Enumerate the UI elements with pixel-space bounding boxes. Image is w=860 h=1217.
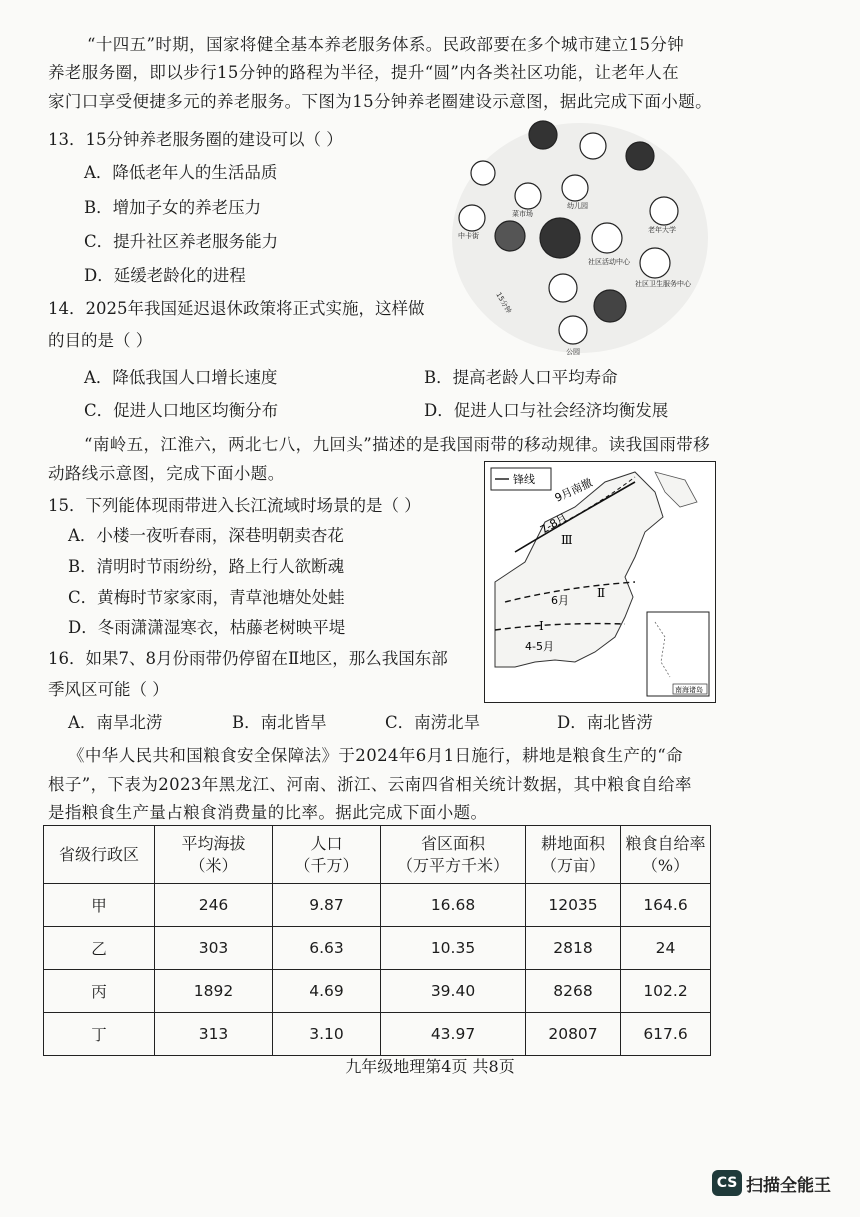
q14-stem-line2: 的目的是（ ）: [48, 331, 153, 350]
table-cell: 乙: [44, 927, 155, 970]
q15-option-d: D．冬雨潇潇湿寒衣，枯藤老树映平堤: [68, 618, 346, 637]
icon-bottom-right: [594, 290, 626, 322]
header-grain-unit: （%）: [641, 855, 690, 875]
table-cell: 617.6: [621, 1013, 711, 1056]
table-cell: 20807: [526, 1013, 621, 1056]
header-grain-label: 粮食自给率: [625, 833, 706, 853]
header-population: [273, 826, 381, 884]
q15-option-b: B．清明时节雨纷纷，路上行人欲断魂: [68, 557, 345, 576]
header-province: [44, 826, 155, 884]
q16-option-c: C．南涝北旱: [385, 713, 481, 732]
fig1-label-15min: 15分钟: [494, 291, 513, 315]
south-sea-inset: [647, 612, 709, 696]
q16-option-d: D．南北皆涝: [557, 713, 653, 732]
header-province-label: 省级行政区: [58, 844, 139, 864]
table-cell: 313: [155, 1013, 273, 1056]
table-cell: 4.69: [273, 970, 381, 1013]
label-sept-retreat: 9月南撤: [552, 476, 595, 505]
table-cell: 10.35: [381, 927, 526, 970]
header-elevation-unit: （米）: [189, 855, 238, 875]
table-cell: 43.97: [381, 1013, 526, 1056]
province-stats-table: [43, 825, 711, 1056]
table-row: [44, 970, 711, 1013]
region-2-label: Ⅱ: [597, 586, 606, 600]
cs-logo-icon: CS: [712, 1170, 742, 1196]
q15-option-a: A．小楼一夜听春雨，深巷明朝卖杏花: [68, 526, 344, 545]
header-area-label: 省区面积: [420, 833, 485, 853]
legend-label: 锋线: [513, 473, 535, 486]
fig1-label-kindergarten: 幼儿园: [567, 202, 588, 210]
q13-option-d: D．延缓老龄化的进程: [84, 266, 246, 285]
q16-option-b: B．南北皆旱: [232, 713, 327, 732]
korea-japan-outline: [655, 472, 697, 507]
fig1-label-park: 公园: [566, 348, 580, 356]
q14-option-d: D．促进人口与社会经济均衡发展: [424, 401, 669, 420]
table-cell: 16.68: [381, 884, 526, 927]
fig1-label-supermarket: 中卡街: [458, 232, 479, 240]
table-cell: 24: [621, 927, 711, 970]
table-cell: 9.87: [273, 884, 381, 927]
q16-stem-line1: 16．如果7、8月份雨带仍停留在Ⅱ地区，那么我国东部: [48, 649, 448, 668]
q13-stem: 13．15分钟养老服务圈的建设可以（ ）: [48, 130, 343, 149]
icon-left-top: [471, 161, 495, 185]
shopping-cart-icon: [459, 205, 485, 231]
icon-bottom-center: [549, 274, 577, 302]
region-1-label: Ⅰ: [539, 619, 544, 633]
table-cell: 丁: [44, 1013, 155, 1056]
q15-stem: 15．下列能体现雨带进入长江流域时场景的是（ ）: [48, 496, 421, 515]
intro2-line2: 动路线示意图，完成下面小题。: [48, 464, 285, 483]
park-icon: [559, 316, 587, 344]
header-farmland: [526, 826, 621, 884]
page-footer: 九年级地理第4页 共8页: [345, 1057, 515, 1076]
rain-belt-map: [484, 461, 716, 703]
icon-top-right: [626, 142, 654, 170]
q14-option-b: B．提高老龄人口平均寿命: [424, 368, 618, 387]
header-elevation: [155, 826, 273, 884]
scanner-watermark: [712, 1170, 831, 1196]
table-cell: 甲: [44, 884, 155, 927]
intro3-line2: 根子”，下表为2023年黑龙江、河南、浙江、云南四省相关统计数据，其中粮食自给率: [48, 775, 692, 794]
watermark-text: 扫描全能王: [746, 1175, 831, 1196]
q13-option-a: A．降低老年人的生活品质: [84, 163, 278, 182]
intro3-line1: 《中华人民共和国粮食安全保障法》于2024年6月1日施行，耕地是粮食生产的“命: [68, 746, 684, 765]
q14-stem-line1: 14．2025年我国延迟退休政策将正式实施，这样做: [48, 299, 425, 318]
market-icon: [515, 183, 541, 209]
table-cell: 3.10: [273, 1013, 381, 1056]
label-jul-aug: 7-8月: [538, 510, 570, 537]
fig1-label-market: 菜市场: [512, 210, 533, 218]
intro1-line2: 养老服务圈，即以步行15分钟的路程为半径，提升“圆”内各类社区功能，让老年人在: [48, 63, 679, 82]
icon-top-left: [529, 121, 557, 149]
home-center-icon: [540, 218, 580, 258]
q14-option-a: A．降低我国人口增长速度: [84, 368, 278, 387]
q14-option-c: C．促进人口地区均衡分布: [84, 401, 279, 420]
health-center-icon: [640, 248, 670, 278]
header-grain-self-sufficiency: [621, 826, 711, 884]
intro1-line3: 家门口享受便捷多元的养老服务。下图为15分钟养老圈建设示意图，据此完成下面小题。: [48, 92, 712, 111]
table-row: [44, 927, 711, 970]
table-cell: 8268: [526, 970, 621, 1013]
q15-option-c: C．黄梅时节家家雨，青草池塘处处蛙: [68, 588, 345, 607]
table-cell: 246: [155, 884, 273, 927]
header-farmland-label: 耕地面积: [540, 833, 605, 853]
header-area: [381, 826, 526, 884]
header-area-unit: （万平方千米）: [396, 855, 509, 875]
intro3-line3: 是指粮食生产量占粮食消费量的比率。据此完成下面小题。: [48, 803, 488, 822]
icon-top-center: [580, 133, 606, 159]
table-cell: 丙: [44, 970, 155, 1013]
senior-university-icon: [650, 197, 678, 225]
region-3-label: Ⅲ: [561, 533, 573, 547]
inset-caption: 南海诸岛: [675, 686, 703, 694]
header-farmland-unit: （万亩）: [540, 855, 605, 875]
table-cell: 39.40: [381, 970, 526, 1013]
table-cell: 1892: [155, 970, 273, 1013]
community-center-icon: [592, 223, 622, 253]
header-population-unit: （千万）: [294, 855, 359, 875]
header-population-label: 人口: [310, 833, 343, 853]
table-cell: 102.2: [621, 970, 711, 1013]
table-row: [44, 884, 711, 927]
table-cell: 12035: [526, 884, 621, 927]
table-row: [44, 1013, 711, 1056]
intro1-line1: “十四五”时期，国家将健全基本养老服务体系。民政部要在多个城市建立15分钟: [87, 35, 685, 54]
fig1-label-community: 社区活动中心: [588, 258, 630, 266]
kindergarten-icon: [562, 175, 588, 201]
q13-option-c: C．提升社区养老服务能力: [84, 232, 279, 251]
table-cell: 164.6: [621, 884, 711, 927]
fig1-label-health: 社区卫生服务中心: [635, 280, 691, 288]
table-cell: 303: [155, 927, 273, 970]
label-jun: 6月: [551, 594, 569, 607]
table-header-row: [44, 826, 711, 884]
q16-option-a: A．南旱北涝: [68, 713, 163, 732]
elderly-care-circle-figure: [450, 118, 710, 358]
icon-mid-left: [495, 221, 525, 251]
china-landmass: [495, 472, 663, 667]
table-cell: 6.63: [273, 927, 381, 970]
q13-option-b: B．增加子女的养老压力: [84, 198, 262, 217]
intro2-line1: “南岭五，江淮六，两北七八，九回头”描述的是我国雨带的移动规律。读我国雨带移: [84, 435, 711, 454]
table-cell: 2818: [526, 927, 621, 970]
q16-stem-line2: 季风区可能（ ）: [48, 680, 169, 699]
fig1-label-university: 老年大学: [648, 226, 676, 234]
label-apr-may: 4-5月: [525, 640, 554, 653]
header-elevation-label: 平均海拔: [181, 833, 246, 853]
